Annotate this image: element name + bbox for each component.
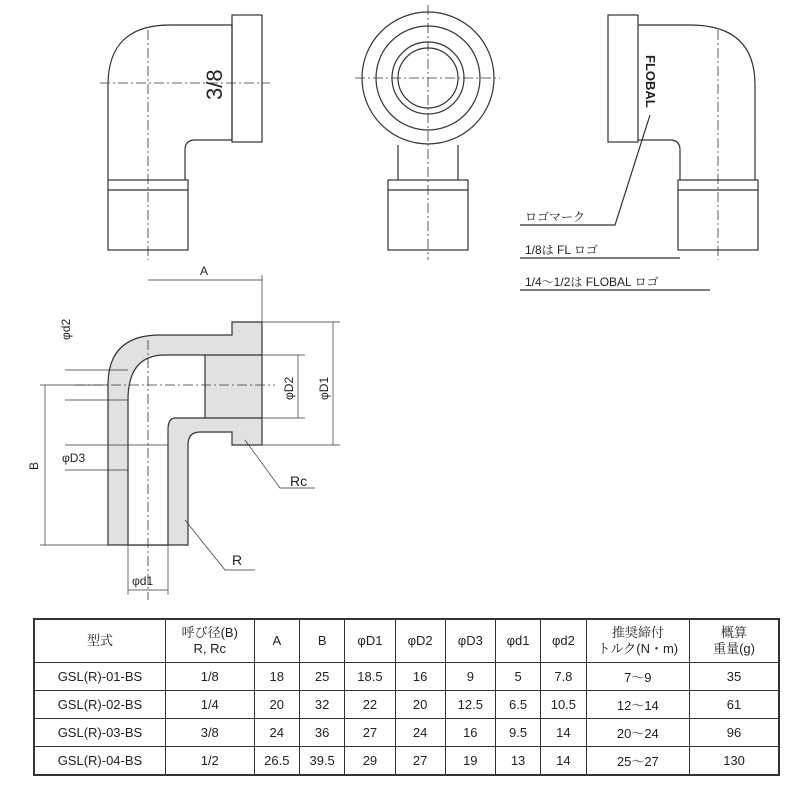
table-cell: 27 [395,747,445,776]
logo-note-flobal: 1/4〜1/2は FLOBAL ロゴ [525,275,659,289]
table-cell: 39.5 [299,747,344,776]
dim-R: R [232,552,243,568]
table-cell: 18.5 [345,663,395,691]
column-header [690,619,779,663]
table-header-row [34,619,779,663]
column-header [541,619,586,663]
table-cell: 1/8 [165,663,254,691]
column-header-line: A [272,633,282,648]
table-row [34,747,779,776]
table-row [34,691,779,719]
table-cell: 24 [254,719,299,747]
table-cell: GSL(R)-01-BS [34,663,165,691]
table-cell: 9.5 [495,719,540,747]
section-view [27,264,340,600]
column-header-line: φD2 [407,633,433,648]
table-cell: 18 [254,663,299,691]
table-cell: 7.8 [541,663,586,691]
table-cell: 12.5 [445,691,495,719]
table-cell: GSL(R)-04-BS [34,747,165,776]
column-header-line: R, Rc [193,641,227,656]
column-header [254,619,299,663]
table-cell: 5 [495,663,540,691]
table-cell: 19 [445,747,495,776]
column-header [495,619,540,663]
table-cell: 61 [690,691,779,719]
dim-D2: φD2 [282,376,296,400]
table-cell: 20 [254,691,299,719]
table-cell: 29 [345,747,395,776]
spec-table [33,618,780,776]
column-header-line: 呼び径(B) [181,625,238,640]
table-cell: 25 [299,663,344,691]
table-row [34,663,779,691]
table-cell: 24 [395,719,445,747]
table-cell: GSL(R)-02-BS [34,691,165,719]
size-mark: 3/8 [202,69,227,100]
table-cell: 35 [690,663,779,691]
table-cell: 96 [690,719,779,747]
table-cell: 20 [395,691,445,719]
table-cell: GSL(R)-03-BS [34,719,165,747]
table-cell: 9 [445,663,495,691]
table-row [34,719,779,747]
column-header-line: トルク(N・m) [597,641,679,656]
table-cell: 1/2 [165,747,254,776]
dim-B: B [27,461,41,470]
table-cell: 32 [299,691,344,719]
table-cell: 3/8 [165,719,254,747]
dim-D3: φD3 [62,451,86,465]
table-cell: 1/4 [165,691,254,719]
table-cell: 26.5 [254,747,299,776]
column-header-line: φD1 [357,633,383,648]
column-header-line: 概算 [721,625,748,640]
front-view [355,5,500,260]
table-cell: 36 [299,719,344,747]
column-header-line: B [317,633,327,648]
column-header-line: φd2 [551,633,575,648]
column-header [34,619,165,663]
side-view-left [100,15,270,260]
column-header-line: 型式 [86,633,113,648]
table-cell: 6.5 [495,691,540,719]
table-cell: 130 [690,747,779,776]
dim-Rc: Rc [290,473,308,489]
column-header [395,619,445,663]
table-cell: 16 [445,719,495,747]
column-header [445,619,495,663]
table-cell: 13 [495,747,540,776]
logo-note-title: ロゴマーク [525,210,586,224]
table-cell: 16 [395,663,445,691]
side-view-right [520,15,758,290]
table-cell: 14 [541,719,586,747]
table-cell: 25〜27 [586,747,690,776]
table-cell: 27 [345,719,395,747]
column-header-line: φD3 [457,633,483,648]
table-cell: 22 [345,691,395,719]
dim-d1: φd1 [132,574,154,588]
column-header [165,619,254,663]
table-cell: 10.5 [541,691,586,719]
logo-mark: FLOBAL [643,55,658,108]
column-header-line: φd1 [506,633,530,648]
column-header [586,619,690,663]
table-cell: 7〜9 [586,663,690,691]
column-header [299,619,344,663]
dim-d2: φd2 [59,318,73,340]
dim-A: A [200,264,209,278]
table-cell: 20〜24 [586,719,690,747]
column-header-line: 重量(g) [713,641,755,656]
column-header-line: 推奨締付 [611,625,664,640]
logo-note-fl: 1/8は FL ロゴ [525,243,598,257]
column-header [345,619,395,663]
dim-D1: φD1 [317,376,331,400]
table-cell: 12〜14 [586,691,690,719]
table-cell: 14 [541,747,586,776]
